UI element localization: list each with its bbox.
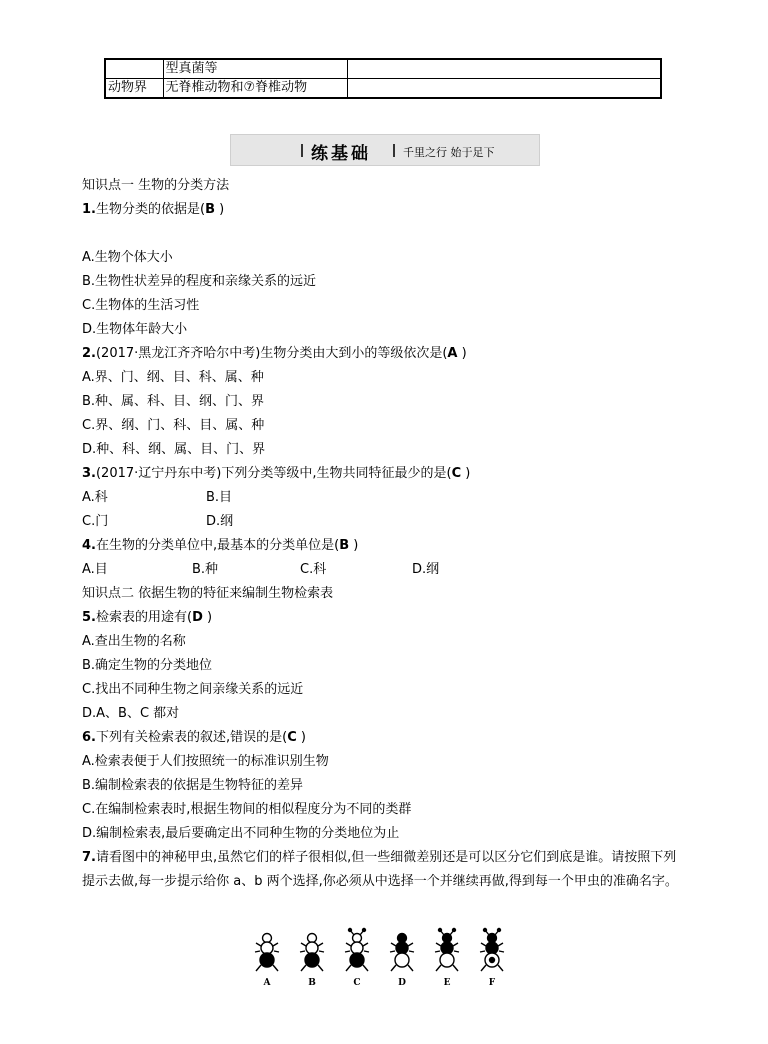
option-d: D.纲	[412, 562, 440, 577]
question-3	[82, 465, 470, 483]
question-number: 1.	[82, 202, 96, 217]
question-number: 6.	[82, 730, 96, 745]
option-c: C.生物体的生活习性	[82, 298, 200, 313]
answer-letter: B	[339, 538, 350, 553]
table-cell: 动物界	[105, 79, 163, 99]
table-row	[105, 79, 661, 99]
option-b: B.目	[206, 490, 233, 505]
beetle-d-icon	[390, 934, 414, 972]
beetle-label: A	[263, 978, 271, 988]
beetle-label: B	[308, 978, 316, 988]
beetle-label: D	[398, 978, 406, 988]
beetle-label: C	[353, 978, 361, 988]
question-stem: 生物分类的依据是(	[95, 202, 206, 217]
banner-divider	[301, 144, 303, 157]
beetle-f-icon	[480, 929, 504, 972]
banner-divider	[393, 144, 395, 157]
question-stem: 下列有关检索表的叙述,错误的是(	[95, 730, 288, 745]
option-c: C.界、纲、门、科、目、属、种	[82, 418, 265, 433]
banner-motto: 千里之行 始于足下	[403, 146, 495, 159]
question-stem: 在生物的分类单位中,最基本的分类单位是(	[95, 538, 340, 553]
option-d: D.生物体年龄大小	[82, 322, 188, 337]
option-c: C.科	[300, 562, 327, 577]
question-close: )	[457, 346, 467, 361]
question-2	[82, 345, 467, 363]
option-c: C.在编制检索表时,根据生物间的相似程度分为不同的类群	[82, 802, 412, 817]
answer-letter: D	[192, 610, 203, 625]
banner-title: 练基础	[311, 144, 371, 164]
question-1	[82, 201, 224, 219]
table-cell	[347, 79, 661, 99]
question-5	[82, 609, 212, 627]
beetle-e-icon	[435, 929, 459, 972]
section-heading: 知识点一 生物的分类方法	[82, 178, 230, 193]
question-stem: (2017·辽宁丹东中考)下列分类等级中,生物共同特征最少的是(	[95, 466, 452, 481]
option-a: A.生物个体大小	[82, 250, 173, 265]
beetle-label: F	[488, 978, 496, 988]
option-d: D.纲	[206, 514, 234, 529]
question-7	[82, 846, 682, 894]
answer-letter: C	[287, 730, 297, 745]
option-a: A.查出生物的名称	[82, 634, 186, 649]
beetle-label: E	[443, 978, 451, 988]
option-a: A.科	[82, 490, 108, 505]
classification-table	[104, 58, 662, 99]
option-b: B.生物性状差异的程度和亲缘关系的远近	[82, 274, 317, 289]
question-number: 7.	[82, 850, 96, 865]
option-b: B.编制检索表的依据是生物特征的差异	[82, 778, 304, 793]
option-b: B.种、属、科、目、纲、门、界	[82, 394, 265, 409]
question-close: )	[349, 538, 359, 553]
option-a: A.目	[82, 562, 108, 577]
question-close: )	[461, 466, 471, 481]
table-row	[105, 59, 661, 79]
question-number: 3.	[82, 466, 96, 481]
question-4	[82, 537, 358, 555]
table-cell	[105, 59, 163, 79]
question-number: 5.	[82, 610, 96, 625]
option-b: B.种	[192, 562, 219, 577]
question-stem: 检索表的用途有(	[95, 610, 193, 625]
option-a: A.检索表便于人们按照统一的标准识别生物	[82, 754, 329, 769]
answer-letter: C	[451, 466, 462, 481]
question-number: 2.	[82, 346, 96, 361]
section-heading: 知识点二 依据生物的特征来编制生物检索表	[82, 586, 334, 601]
question-close: )	[296, 730, 306, 745]
option-d: D.种、科、纲、属、目、门、界	[82, 442, 266, 457]
beetle-c-icon	[345, 929, 369, 972]
question-close: )	[214, 202, 225, 217]
question-stem: (2017·黑龙江齐齐哈尔中考)生物分类由大到小的等级依次是(	[95, 346, 448, 361]
option-d: D.编制检索表,最后要确定出不同种生物的分类地位为止	[82, 826, 400, 841]
beetle-figure	[250, 927, 520, 989]
question-close: )	[202, 610, 213, 625]
table-cell: 型真菌等	[163, 59, 347, 79]
table-cell	[347, 59, 661, 79]
question-6	[82, 729, 306, 747]
answer-letter: A	[447, 346, 458, 361]
question-text: 请看图中的神秘甲虫,虽然它们的样子很相似,但一些细微差别还是可以区分它们到底是谁。请按照下列提示去做,每一步提示给你 a、b 两个选择,你必须从中选择一个并继续再做,得到每一个甲虫的准确名字。	[82, 850, 678, 889]
question-number: 4.	[82, 538, 96, 553]
option-c: C.找出不同种生物之间亲缘关系的远近	[82, 682, 304, 697]
table-cell: 无脊椎动物和⑦脊椎动物	[163, 79, 347, 99]
option-b: B.确定生物的分类地位	[82, 658, 213, 673]
option-a: A.界、门、纲、目、科、属、种	[82, 370, 264, 385]
answer-letter: B	[205, 202, 215, 217]
option-c: C.门	[82, 514, 109, 529]
beetle-b-icon	[300, 934, 324, 972]
beetle-a-icon	[255, 934, 279, 972]
section-banner	[230, 134, 540, 166]
option-d: D.A、B、C 都对	[82, 706, 180, 721]
